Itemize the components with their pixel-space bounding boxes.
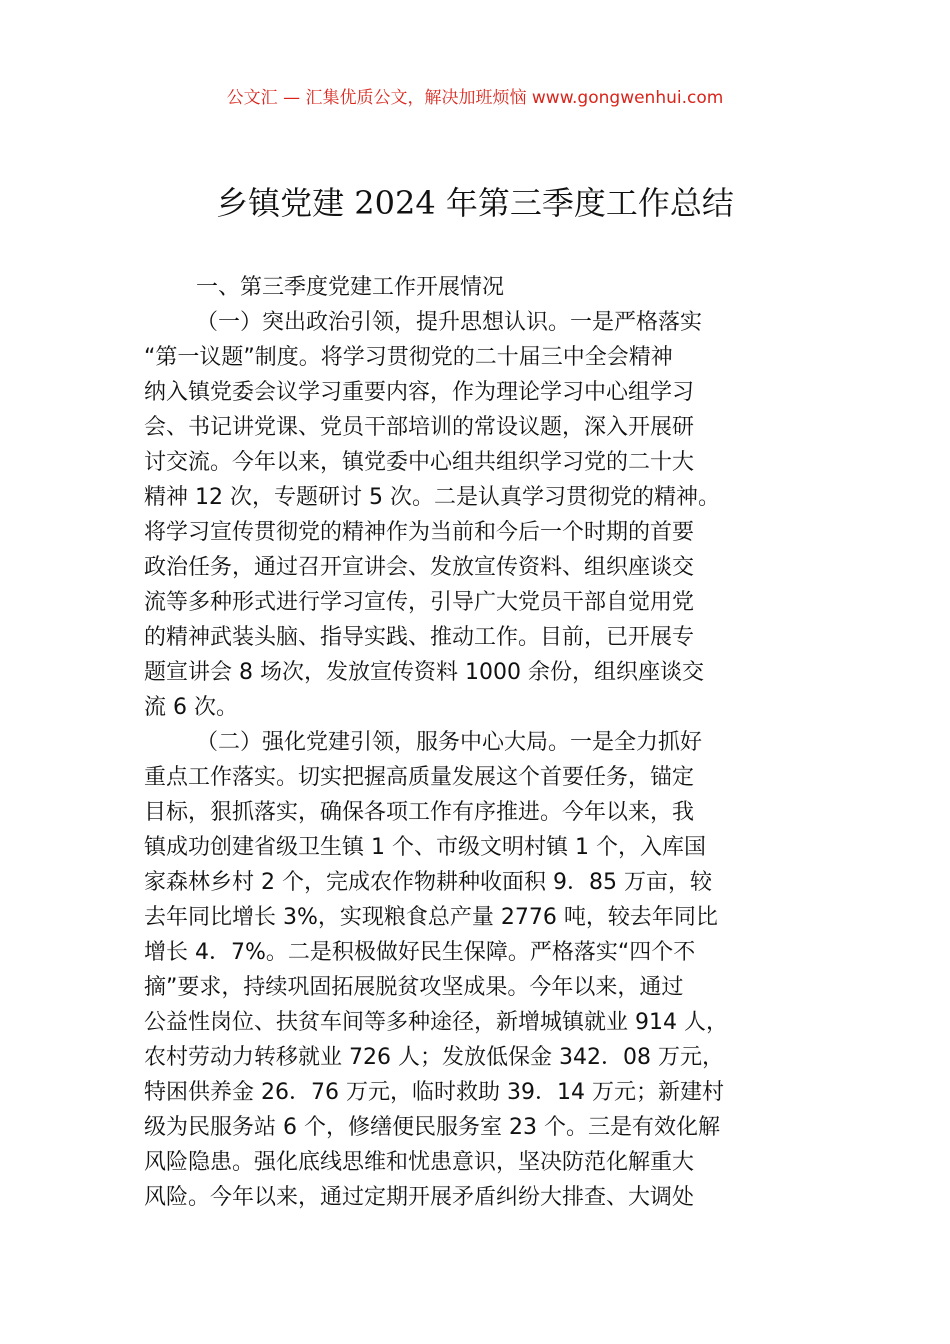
paragraph-line: 会、书记讲党课、党员干部培训的常设议题，深入开展研 <box>144 415 695 440</box>
paragraph-line: 的精神武装头脑、指导实践、推动工作。目前，已开展专 <box>144 625 695 650</box>
paragraph-line: 增长 4．7%。二是积极做好民生保障。严格落实“四个不 <box>144 940 696 965</box>
paragraph-line: 目标，狠抓落实，确保各项工作有序推进。今年以来，我 <box>144 800 695 825</box>
paragraph-line: 摘”要求，持续巩固拓展脱贫攻坚成果。今年以来，通过 <box>144 975 684 1000</box>
paragraph-line: （一）突出政治引领，提升思想认识。一是严格落实 <box>196 310 703 335</box>
paragraph-line: 镇成功创建省级卫生镇 1 个、市级文明村镇 1 个，入库国 <box>144 835 706 860</box>
watermark-header: 公文汇 — 汇集优质公文，解决加班烦恼 www.gongwenhui.com <box>226 88 724 108</box>
paragraph-line: 级为民服务站 6 个，修缮便民服务室 23 个。三是有效化解 <box>144 1115 720 1140</box>
paragraph-line: 去年同比增长 3%，实现粮食总产量 2776 吨，较去年同比 <box>144 905 718 930</box>
paragraph-line: 题宣讲会 8 场次，发放宣传资料 1000 余份，组织座谈交 <box>144 660 704 685</box>
document-body <box>144 270 834 1215</box>
paragraph-line: 政治任务，通过召开宣讲会、发放宣传资料、组织座谈交 <box>144 555 695 580</box>
paragraph-line: 流 6 次。 <box>144 695 238 720</box>
paragraph-line: 农村劳动力转移就业 726 人；发放低保金 342．08 万元， <box>144 1045 724 1070</box>
paragraph-line: 风险。今年以来，通过定期开展矛盾纠纷大排查、大调处 <box>144 1185 695 1210</box>
paragraph-line: 风险隐患。强化底线思维和忧患意识，坚决防范化解重大 <box>144 1150 695 1175</box>
paragraph-line: 将学习宣传贯彻党的精神作为当前和今后一个时期的首要 <box>144 520 695 545</box>
paragraph-line: 重点工作落实。切实把握高质量发展这个首要任务，锚定 <box>144 765 695 790</box>
paragraph-line: 讨交流。今年以来，镇党委中心组共组织学习党的二十大 <box>144 450 695 475</box>
paragraph-line: “第一议题”制度。将学习贯彻党的二十届三中全会精神 <box>144 345 673 370</box>
paragraph-line: 精神 12 次，专题研讨 5 次。二是认真学习贯彻党的精神。 <box>144 485 720 510</box>
document-title: 乡镇党建 2024 年第三季度工作总结 <box>216 184 734 222</box>
paragraph-line: 家森林乡村 2 个，完成农作物耕种收面积 9．85 万亩，较 <box>144 870 712 895</box>
paragraph-line: 公益性岗位、扶贫车间等多种途径，新增城镇就业 914 人， <box>144 1010 728 1035</box>
paragraph-line: （二）强化党建引领，服务中心大局。一是全力抓好 <box>196 730 703 755</box>
paragraph-line: 特困供养金 26．76 万元，临时救助 39．14 万元；新建村 <box>144 1080 724 1105</box>
section-heading: 一、第三季度党建工作开展情况 <box>196 275 505 300</box>
paragraph-line: 流等多种形式进行学习宣传，引导广大党员干部自觉用党 <box>144 590 695 615</box>
paragraph-line: 纳入镇党委会议学习重要内容，作为理论学习中心组学习 <box>144 380 695 405</box>
